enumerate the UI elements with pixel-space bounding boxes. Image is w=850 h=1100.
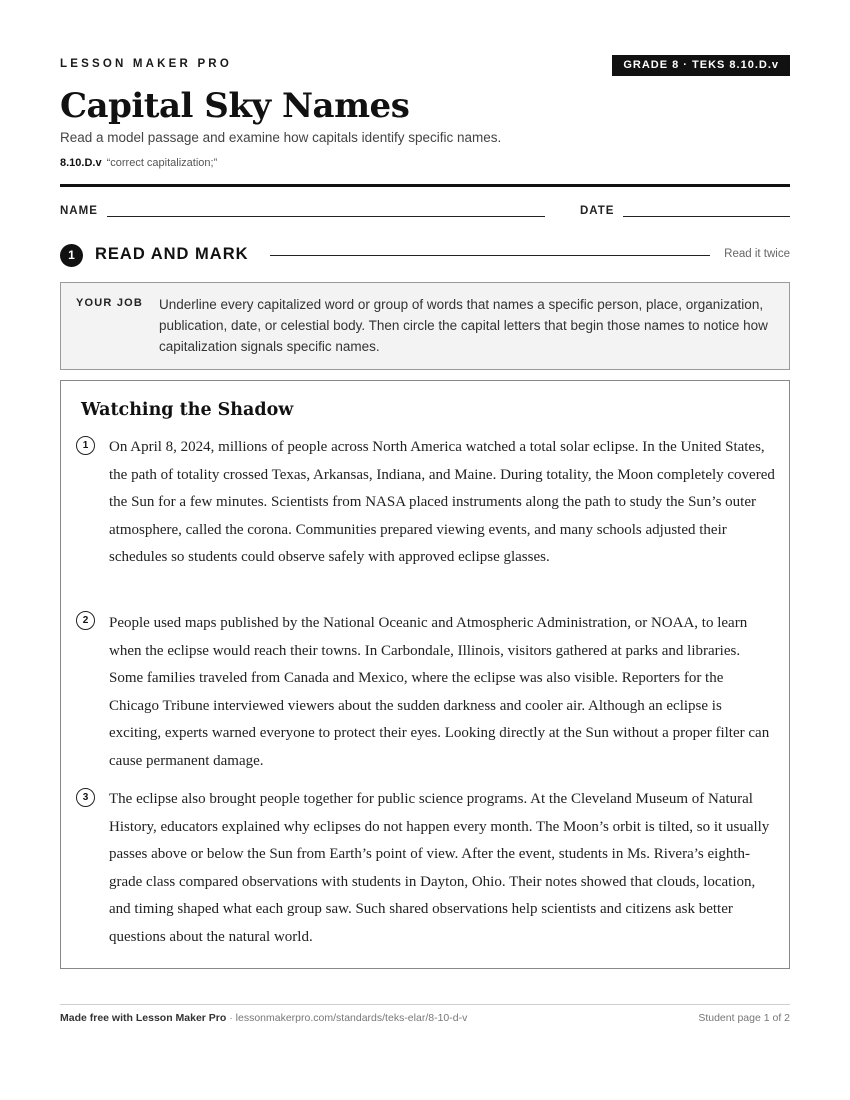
- worksheet-page: [60, 0, 790, 1100]
- section-number-badge: 1: [60, 244, 83, 267]
- standard-reference: [60, 157, 217, 169]
- footer-credit: [60, 1012, 467, 1024]
- instructions-label: YOUR JOB: [76, 297, 144, 309]
- section-hint: Read it twice: [724, 248, 790, 260]
- section-title: READ AND MARK: [95, 245, 249, 263]
- header-divider: [60, 184, 790, 187]
- paragraph-number-1: 1: [76, 436, 95, 455]
- instructions-text: Underline every capitalized word or group of words that names a specific person, place, organization, publication, date, or celestial body. Then circle the capital letters that begin those names to notice how capitalization signals specific names.: [159, 297, 768, 354]
- page-subtitle: Read a model passage and examine how capitals identify specific names.: [60, 130, 502, 145]
- footer-made-with: Made free with Lesson Maker Pro: [60, 1012, 227, 1024]
- date-label: DATE: [580, 205, 615, 217]
- standard-description: “correct capitalization;”: [106, 157, 218, 169]
- paragraph-2: People used maps published by the National Oceanic and Atmospheric Administration, or NOAA, to learn when the eclipse would reach their towns. In Carbondale, Illinois, visitors gathered at parks and libraries. Some families traveled from Canada and Mexico, where the eclipse was also visible. Reporters for the Chicago Tribune interviewed viewers about the sudden darkness and cooler air. Although an eclipse is exciting, experts warned everyone to protect their eyes. Looking directly at the Sun without a proper filter can cause permanent damage.: [109, 615, 770, 769]
- page-title: Capital Sky Names: [60, 86, 410, 126]
- footer-url-link[interactable]: lessonmakerpro.com/standards/teks-elar/8-10-d-v: [235, 1012, 468, 1024]
- footer-divider: [60, 1004, 790, 1005]
- name-field[interactable]: [107, 216, 545, 217]
- passage-title: Watching the Shadow: [81, 400, 294, 420]
- paragraph-number-3: 3: [76, 788, 95, 807]
- section-rule: [270, 255, 710, 256]
- standard-code: 8.10.D.v: [60, 157, 102, 169]
- name-label: NAME: [60, 205, 98, 217]
- brand-name: LESSON MAKER PRO: [60, 58, 232, 70]
- reading-passage: [60, 380, 790, 969]
- paragraph-3: The eclipse also brought people together for public science programs. At the Cleveland Museum of Natural History, educators explained why eclipses do not happen every month. The Moon’s orbit is tilted, so it usually passes above or below the Sun from Earth’s point of view. After the event, students in Ms. Rivera’s eighth-grade class compared observations with students in Dayton, Ohio. Their notes showed that clouds, location, and timing shaped what each group saw. Such shared observations help scientists and citizens ask better questions about the natural world.: [109, 791, 770, 945]
- paragraph-number-2: 2: [76, 611, 95, 630]
- instructions-box: [60, 282, 790, 370]
- grade-standard-badge: GRADE 8 · TEKS 8.10.D.v: [612, 55, 790, 76]
- paragraph-1: On April 8, 2024, millions of people across North America watched a total solar eclipse. In the United States, the path of totality crossed Texas, Arkansas, Indiana, and Maine. During totality, the Moon completely covered the Sun for a few minutes. Scientists from NASA placed instruments along the path to study the Sun’s outer atmosphere, called the corona. Communities prepared viewing events, and many schools adjusted their schedules so students could observe safely with approved eclipse glasses.: [109, 439, 775, 565]
- footer-separator: ·: [226, 1012, 236, 1024]
- footer-page-number: Student page 1 of 2: [698, 1012, 790, 1024]
- date-field[interactable]: [623, 216, 790, 217]
